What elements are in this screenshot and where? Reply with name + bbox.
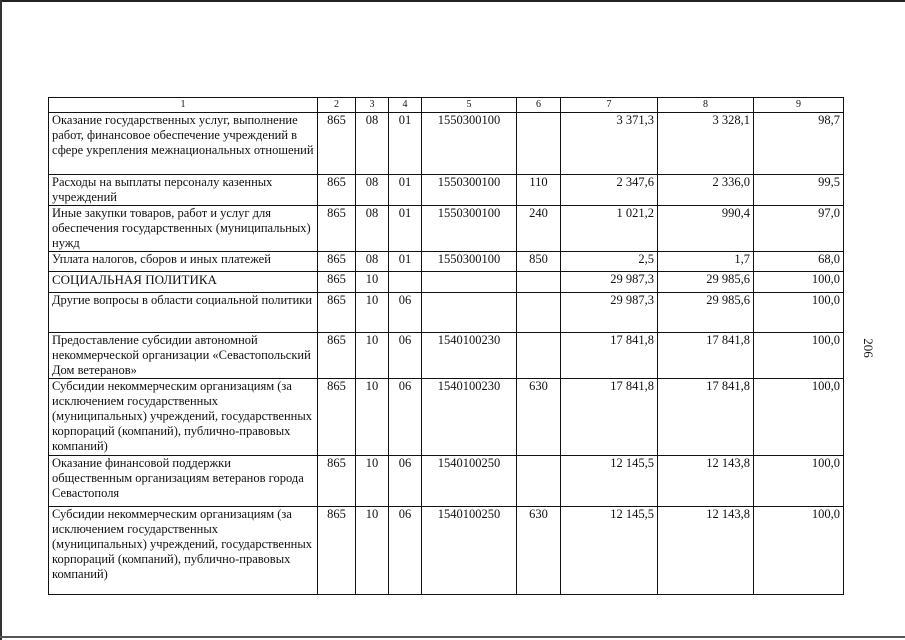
header-cell: 6 (517, 98, 561, 113)
table-body (49, 113, 844, 595)
cell-col8: 12 143,8 (658, 507, 754, 595)
table-row (49, 379, 844, 456)
row-name: Расходы на выплаты персоналу казенных учреждений (49, 175, 318, 206)
cell-col7: 17 841,8 (561, 379, 658, 456)
cell-target-article: 1540100250 (422, 456, 517, 507)
cell-col7: 17 841,8 (561, 333, 658, 379)
cell-col9: 97,0 (754, 206, 844, 252)
cell-subsection: 01 (389, 252, 422, 272)
cell-expense-type: 850 (517, 252, 561, 272)
cell-ministry: 865 (318, 456, 356, 507)
header-cell: 2 (318, 98, 356, 113)
cell-section: 08 (356, 206, 389, 252)
table-row (49, 333, 844, 379)
cell-target-article: 1540100230 (422, 379, 517, 456)
cell-subsection: 06 (389, 507, 422, 595)
cell-expense-type (517, 272, 561, 293)
header-cell: 9 (754, 98, 844, 113)
table-row (49, 113, 844, 175)
cell-col7: 2 347,6 (561, 175, 658, 206)
cell-section: 10 (356, 456, 389, 507)
row-name: Уплата налогов, сборов и иных платежей (49, 252, 318, 272)
cell-section: 10 (356, 333, 389, 379)
cell-col8: 3 328,1 (658, 113, 754, 175)
cell-ministry: 865 (318, 293, 356, 333)
table-row (49, 206, 844, 252)
row-name: Оказание государственных услуг, выполнение работ, финансовое обеспечение учреждений в сфере укрепления межнациональных отношений (49, 113, 318, 175)
cell-target-article (422, 293, 517, 333)
cell-col7: 3 371,3 (561, 113, 658, 175)
cell-subsection: 06 (389, 456, 422, 507)
cell-expense-type: 630 (517, 507, 561, 595)
cell-target-article: 1550300100 (422, 113, 517, 175)
cell-target-article (422, 272, 517, 293)
cell-expense-type (517, 113, 561, 175)
header-cell: 8 (658, 98, 754, 113)
cell-ministry: 865 (318, 379, 356, 456)
cell-col8: 29 985,6 (658, 293, 754, 333)
table-row (49, 175, 844, 206)
row-name: Иные закупки товаров, работ и услуг для обеспечения государственных (муниципальных) нужд (49, 206, 318, 252)
scan-edge-left (0, 0, 2, 640)
cell-section: 08 (356, 175, 389, 206)
cell-col8: 990,4 (658, 206, 754, 252)
cell-subsection: 06 (389, 379, 422, 456)
cell-col8: 2 336,0 (658, 175, 754, 206)
cell-ministry: 865 (318, 206, 356, 252)
cell-expense-type: 240 (517, 206, 561, 252)
cell-col7: 1 021,2 (561, 206, 658, 252)
header-cell: 5 (422, 98, 517, 113)
header-cell: 7 (561, 98, 658, 113)
cell-section: 10 (356, 507, 389, 595)
cell-col7: 29 987,3 (561, 272, 658, 293)
cell-subsection: 06 (389, 293, 422, 333)
cell-col9: 100,0 (754, 293, 844, 333)
cell-col9: 98,7 (754, 113, 844, 175)
row-name: Предоставление субсидии автономной некоммерческой организации «Севастопольский Дом ветеранов» (49, 333, 318, 379)
table-row (49, 293, 844, 333)
cell-col7: 2,5 (561, 252, 658, 272)
table-row (49, 456, 844, 507)
cell-expense-type: 630 (517, 379, 561, 456)
cell-col8: 29 985,6 (658, 272, 754, 293)
cell-section: 08 (356, 252, 389, 272)
row-name: Субсидии некоммерческим организациям (за исключением государственных (муниципальных) учреждений, государственных корпораций (компаний), публично-правовых компаний) (49, 379, 318, 456)
header-row (49, 98, 844, 113)
cell-col8: 17 841,8 (658, 379, 754, 456)
scan-edge-top (0, 0, 905, 2)
cell-subsection: 01 (389, 206, 422, 252)
cell-expense-type (517, 333, 561, 379)
cell-target-article: 1550300100 (422, 206, 517, 252)
table-row (49, 507, 844, 595)
cell-subsection (389, 272, 422, 293)
cell-expense-type: 110 (517, 175, 561, 206)
cell-target-article: 1540100230 (422, 333, 517, 379)
cell-ministry: 865 (318, 113, 356, 175)
row-name: Оказание финансовой поддержки общественным организациям ветеранов города Севастополя (49, 456, 318, 507)
cell-col9: 100,0 (754, 507, 844, 595)
header-cell: 3 (356, 98, 389, 113)
row-name: Субсидии некоммерческим организациям (за исключением государственных (муниципальных) учреждений, государственных корпораций (компаний), публично-правовых компаний) (49, 507, 318, 595)
cell-section: 10 (356, 272, 389, 293)
row-name: Другие вопросы в области социальной политики (49, 293, 318, 333)
cell-col9: 100,0 (754, 456, 844, 507)
cell-subsection: 01 (389, 175, 422, 206)
budget-table (48, 97, 844, 595)
cell-section: 10 (356, 293, 389, 333)
page-number: 206 (860, 338, 876, 358)
cell-col9: 99,5 (754, 175, 844, 206)
cell-col8: 12 143,8 (658, 456, 754, 507)
scan-edge-bottom (0, 636, 905, 638)
cell-expense-type (517, 293, 561, 333)
cell-section: 08 (356, 113, 389, 175)
cell-ministry: 865 (318, 333, 356, 379)
cell-col9: 100,0 (754, 379, 844, 456)
cell-expense-type (517, 456, 561, 507)
cell-ministry: 865 (318, 252, 356, 272)
cell-target-article: 1550300100 (422, 175, 517, 206)
row-name: СОЦИАЛЬНАЯ ПОЛИТИКА (49, 272, 318, 293)
cell-subsection: 06 (389, 333, 422, 379)
cell-ministry: 865 (318, 175, 356, 206)
cell-subsection: 01 (389, 113, 422, 175)
cell-col7: 12 145,5 (561, 507, 658, 595)
cell-col9: 100,0 (754, 272, 844, 293)
cell-ministry: 865 (318, 507, 356, 595)
cell-col7: 12 145,5 (561, 456, 658, 507)
cell-target-article: 1550300100 (422, 252, 517, 272)
header-cell: 1 (49, 98, 318, 113)
cell-ministry: 865 (318, 272, 356, 293)
cell-col9: 68,0 (754, 252, 844, 272)
header-cell: 4 (389, 98, 422, 113)
table-row (49, 272, 844, 293)
cell-col8: 17 841,8 (658, 333, 754, 379)
table-row (49, 252, 844, 272)
cell-col9: 100,0 (754, 333, 844, 379)
cell-section: 10 (356, 379, 389, 456)
cell-col8: 1,7 (658, 252, 754, 272)
cell-col7: 29 987,3 (561, 293, 658, 333)
cell-target-article: 1540100250 (422, 507, 517, 595)
